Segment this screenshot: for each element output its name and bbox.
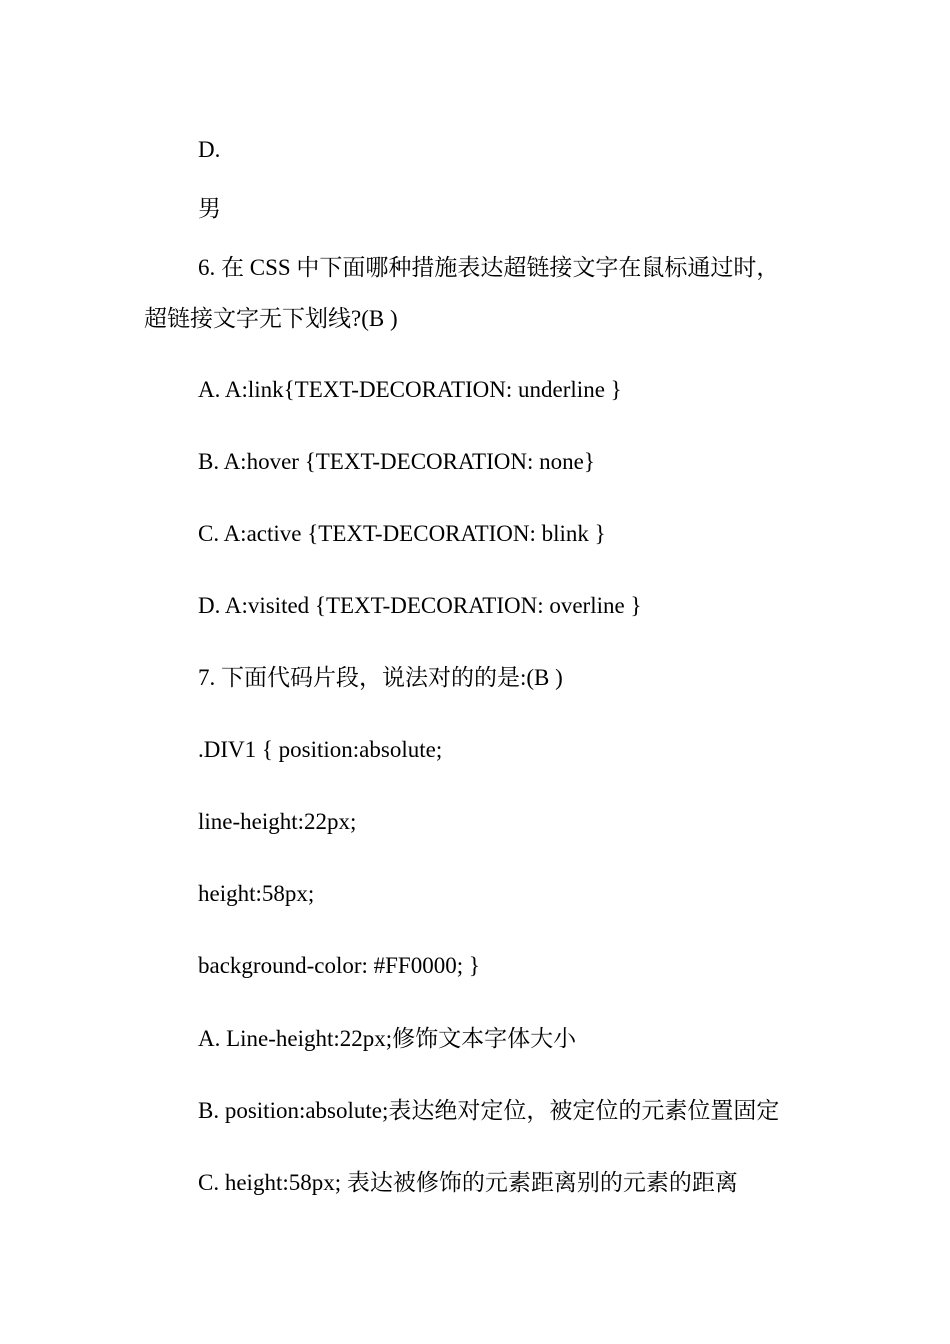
option-d-label: D.	[198, 137, 221, 162]
option-d-text: 男	[198, 196, 221, 221]
code-line-3: height:58px;	[198, 881, 315, 906]
question-6-option-c: C. A:active {TEXT-DECORATION: blink }	[198, 521, 606, 546]
code-line-4: background-color: #FF0000; }	[198, 953, 480, 978]
question-6-option-b: B. A:hover {TEXT-DECORATION: none}	[198, 449, 595, 474]
code-line-2: line-height:22px;	[198, 809, 357, 834]
question-6-option-a: A. A:link{TEXT-DECORATION: underline }	[198, 377, 622, 402]
question-7-option-b: B. position:absolute;表达绝对定位，被定位的元素位置固定	[198, 1098, 780, 1123]
question-6-text-continued: 超链接文字无下划线?(B )	[144, 306, 398, 331]
question-7-text: 7. 下面代码片段，说法对的的是:(B )	[198, 665, 563, 690]
question-6-text: 6. 在 CSS 中下面哪种措施表达超链接文字在鼠标通过时，	[198, 255, 780, 280]
question-7-option-a: A. Line-height:22px;修饰文本字体大小	[198, 1026, 577, 1051]
question-6-option-d: D. A:visited {TEXT-DECORATION: overline }	[198, 593, 642, 618]
question-7-option-c: C. height:58px; 表达被修饰的元素距离别的元素的距离	[198, 1170, 738, 1195]
code-line-1: .DIV1 { position:absolute;	[198, 737, 443, 762]
